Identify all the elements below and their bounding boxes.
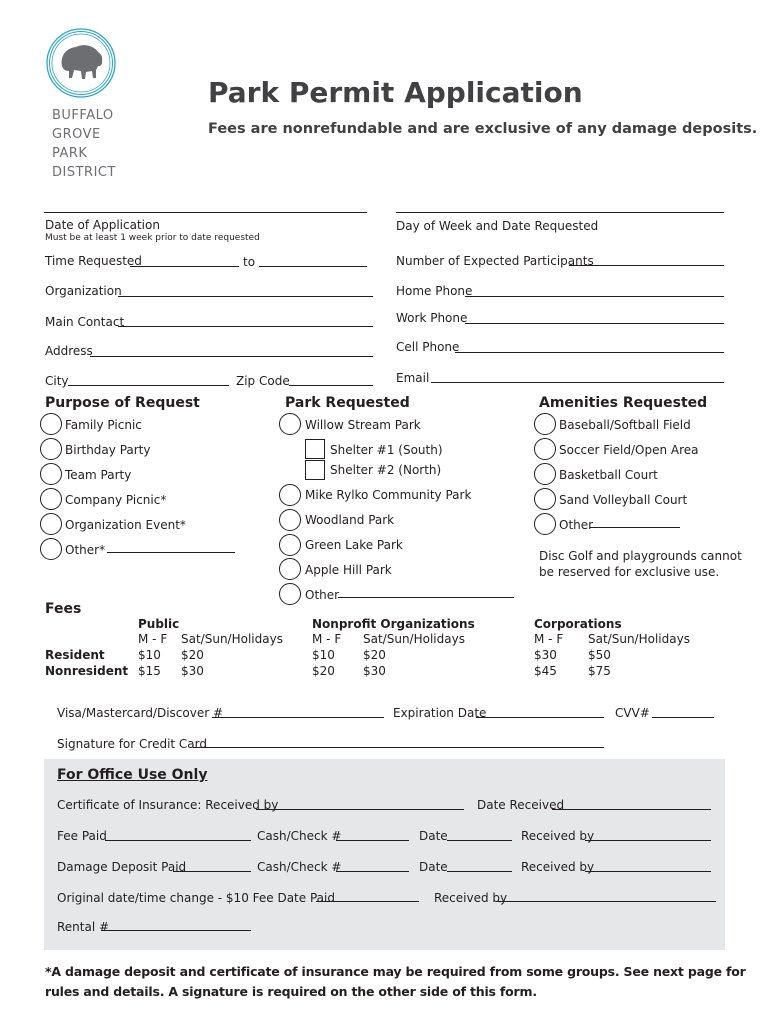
fees-public-mf-header: M - F (138, 632, 168, 646)
damage-deposit-field[interactable] (173, 859, 251, 872)
park-label-willow-stream: Willow Stream Park (305, 418, 421, 432)
deposit-date-label: Date (419, 860, 448, 874)
main-contact-label: Main Contact (45, 315, 125, 329)
fees-group-public: Public (138, 617, 180, 631)
cvv-field[interactable] (652, 705, 714, 718)
deposit-cash-check-label: Cash/Check # (257, 860, 342, 874)
fees-group-corporations: Corporations (534, 617, 622, 631)
fees-corporations-non-mf: $45 (534, 664, 557, 678)
purpose-label-other: Other* (65, 543, 106, 557)
purpose-radio-family-picnic[interactable] (40, 413, 62, 435)
fees-public-res-mf: $10 (138, 648, 161, 662)
fees-public-res-sat: $20 (181, 648, 204, 662)
office-use-heading: For Office Use Only (57, 767, 208, 783)
day-of-week-field[interactable] (396, 200, 724, 213)
amenity-label-soccer: Soccer Field/Open Area (559, 443, 699, 457)
work-phone-label: Work Phone (396, 311, 468, 325)
amenities-heading: Amenities Requested (539, 395, 708, 411)
shelter1-checkbox[interactable] (305, 439, 325, 459)
fees-corporations-res-mf: $30 (534, 648, 557, 662)
fee-cash-check-label: Cash/Check # (257, 829, 342, 843)
fees-group-nonprofit: Nonprofit Organizations (312, 617, 475, 631)
fee-paid-label: Fee Paid (57, 829, 107, 843)
amenity-radio-volleyball[interactable] (534, 488, 556, 510)
purpose-label-birthday-party: Birthday Party (65, 443, 151, 457)
purpose-other-field[interactable] (107, 540, 235, 553)
fee-received-by-field[interactable] (585, 828, 711, 841)
fees-corporations-sat-header: Sat/Sun/Holidays (588, 632, 690, 646)
logo (44, 26, 118, 100)
date-of-application-label: Date of Application (45, 218, 160, 232)
amenity-label-baseball: Baseball/Softball Field (559, 418, 691, 432)
purpose-label-family-picnic: Family Picnic (65, 418, 142, 432)
page-title: Park Permit Application (208, 76, 583, 109)
main-contact-field[interactable] (118, 314, 373, 327)
purpose-radio-birthday-party[interactable] (40, 438, 62, 460)
cell-phone-label: Cell Phone (396, 340, 460, 354)
shelter2-label: Shelter #2 (North) (330, 463, 442, 477)
fees-nonprofit-sat-header: Sat/Sun/Holidays (363, 632, 465, 646)
time-to-field[interactable] (259, 254, 367, 267)
park-radio-apple-hill[interactable] (279, 558, 301, 580)
signature-field[interactable] (193, 735, 604, 748)
day-of-week-label: Day of Week and Date Requested (396, 219, 599, 233)
card-number-field[interactable] (212, 705, 384, 718)
purpose-label-company-picnic: Company Picnic* (65, 493, 167, 507)
fees-public-non-mf: $15 (138, 664, 161, 678)
participants-field[interactable] (569, 253, 724, 266)
email-field[interactable] (431, 370, 724, 383)
change-received-by-field[interactable] (497, 889, 716, 902)
purpose-radio-other[interactable] (40, 538, 62, 560)
shelter1-label: Shelter #1 (South) (330, 443, 443, 457)
expiration-field[interactable] (476, 705, 604, 718)
date-note: Must be at least 1 week prior to date requested (45, 233, 260, 243)
fees-nonprofit-res-mf: $10 (312, 648, 335, 662)
purpose-radio-organization-event[interactable] (40, 513, 62, 535)
logo-text-line1: BUFFALO (52, 108, 114, 123)
fees-nonprofit-non-mf: $20 (312, 664, 335, 678)
park-label-green-lake: Green Lake Park (305, 538, 403, 552)
deposit-date-field[interactable] (447, 859, 512, 872)
address-label: Address (45, 344, 93, 358)
amenity-other-field[interactable] (590, 515, 680, 528)
city-field[interactable] (68, 373, 229, 386)
cvv-label: CVV# (615, 706, 650, 720)
organization-label: Organization (45, 284, 122, 298)
fees-corporations-non-sat: $75 (588, 664, 611, 678)
cert-received-by-field[interactable] (256, 797, 464, 810)
fees-nonprofit-non-sat: $30 (363, 664, 386, 678)
home-phone-label: Home Phone (396, 284, 473, 298)
fee-paid-field[interactable] (105, 828, 251, 841)
time-from-field[interactable] (130, 254, 239, 267)
work-phone-field[interactable] (465, 311, 724, 324)
park-radio-other[interactable] (279, 583, 301, 605)
fee-date-field[interactable] (447, 828, 512, 841)
fees-public-sat-header: Sat/Sun/Holidays (181, 632, 283, 646)
city-label: City (45, 374, 69, 388)
buffalo-logo-icon (44, 26, 118, 100)
park-label-apple-hill: Apple Hill Park (305, 563, 392, 577)
purpose-label-team-party: Team Party (65, 468, 132, 482)
cert-received-by-label: Certificate of Insurance: Received by (57, 798, 279, 812)
email-label: Email (396, 371, 430, 385)
fees-row-nonresident: Nonresident (45, 664, 129, 678)
amenities-note-line1: Disc Golf and playgrounds cannot (539, 549, 742, 563)
fees-nonprofit-mf-header: M - F (312, 632, 342, 646)
footer-note-line1: *A damage deposit and certificate of insurance may be required from some groups. See next page for (45, 964, 746, 979)
rental-number-field[interactable] (101, 918, 251, 931)
park-radio-willow-stream[interactable] (279, 413, 301, 435)
park-label-woodland: Woodland Park (305, 513, 395, 527)
organization-field[interactable] (118, 284, 373, 297)
park-heading: Park Requested (285, 395, 410, 411)
home-phone-field[interactable] (465, 284, 724, 297)
park-label-other: Other (305, 588, 340, 602)
signature-label: Signature for Credit Card (57, 737, 207, 751)
fees-corporations-mf-header: M - F (534, 632, 564, 646)
original-date-change-label: Original date/time change - $10 Fee Date Paid (57, 891, 335, 905)
date-of-application-field[interactable] (44, 200, 367, 213)
fees-nonprofit-res-sat: $20 (363, 648, 386, 662)
amenities-note-line2: be reserved for exclusive use. (539, 565, 720, 579)
logo-text-line3: PARK (52, 146, 88, 161)
footer-note-line2: rules and details. A signature is required on the other side of this form. (45, 984, 537, 999)
amenity-label-basketball: Basketball Court (559, 468, 658, 482)
fees-corporations-res-sat: $50 (588, 648, 611, 662)
amenity-label-volleyball: Sand Volleyball Court (559, 493, 688, 507)
fee-date-label: Date (419, 829, 448, 843)
zip-field[interactable] (289, 373, 373, 386)
date-received-field[interactable] (552, 797, 711, 810)
page-subtitle: Fees are nonrefundable and are exclusive of any damage deposits. (208, 121, 758, 137)
damage-deposit-label: Damage Deposit Paid (57, 860, 187, 874)
rental-number-label: Rental # (57, 920, 110, 934)
date-received-label: Date Received (477, 798, 565, 812)
park-radio-green-lake[interactable] (279, 534, 301, 556)
expiration-label: Expiration Date (393, 706, 487, 720)
purpose-radio-team-party[interactable] (40, 463, 62, 485)
amenity-radio-baseball[interactable] (534, 413, 556, 435)
fee-received-by-label: Received by (521, 829, 595, 843)
original-date-paid-field[interactable] (316, 889, 419, 902)
fees-heading: Fees (45, 601, 82, 617)
change-received-by-label: Received by (434, 891, 508, 905)
amenity-radio-other[interactable] (534, 513, 556, 535)
address-field[interactable] (90, 344, 373, 357)
fees-public-non-sat: $30 (181, 664, 204, 678)
time-requested-label: Time Requested (45, 254, 142, 268)
logo-text-line2: GROVE (52, 127, 101, 142)
deposit-received-by-label: Received by (521, 860, 595, 874)
purpose-radio-company-picnic[interactable] (40, 488, 62, 510)
park-other-field[interactable] (338, 585, 514, 598)
park-radio-mike-rylko[interactable] (279, 484, 301, 506)
shelter2-checkbox[interactable] (305, 460, 325, 480)
deposit-cash-check-field[interactable] (336, 859, 409, 872)
cell-phone-field[interactable] (455, 340, 724, 353)
fees-row-resident: Resident (45, 648, 105, 662)
participants-label: Number of Expected Participants (396, 254, 594, 268)
purpose-label-organization-event: Organization Event* (65, 518, 186, 532)
deposit-received-by-field[interactable] (585, 859, 711, 872)
amenity-radio-soccer[interactable] (534, 438, 556, 460)
amenity-label-other: Other (559, 518, 594, 532)
park-label-mike-rylko: Mike Rylko Community Park (305, 488, 472, 502)
purpose-heading: Purpose of Request (45, 395, 200, 411)
park-radio-woodland[interactable] (279, 509, 301, 531)
zip-label: Zip Code (236, 374, 290, 388)
fee-cash-check-field[interactable] (336, 828, 409, 841)
amenity-radio-basketball[interactable] (534, 463, 556, 485)
logo-text-line4: DISTRICT (52, 165, 116, 180)
time-to-label: to (243, 255, 256, 269)
card-number-label: Visa/Mastercard/Discover # (57, 706, 224, 720)
